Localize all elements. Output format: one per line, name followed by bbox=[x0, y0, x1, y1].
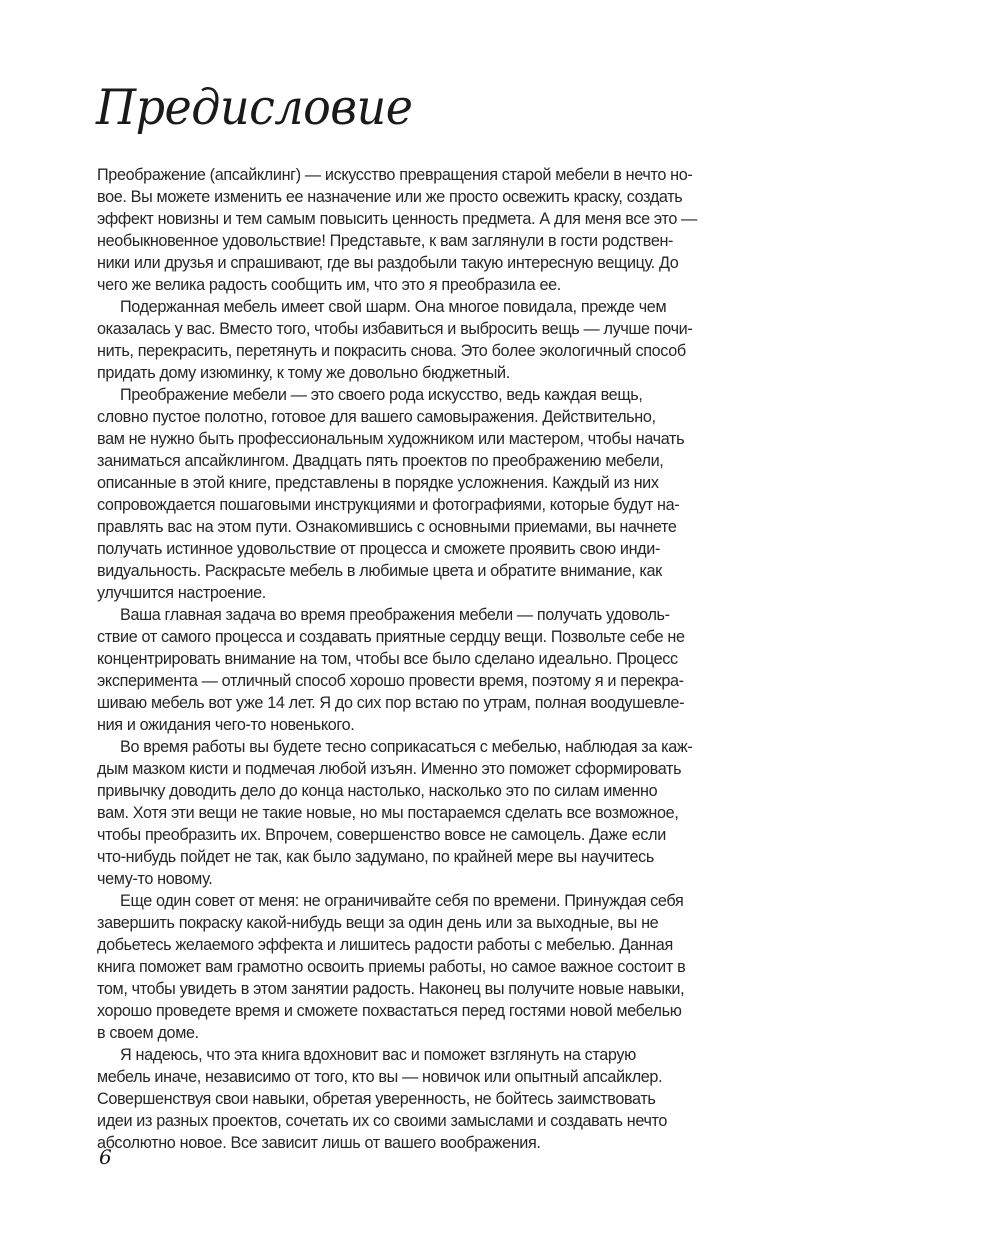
text-line: эксперимента — отличный способ хорошо провести время, поэтому я и перекра- bbox=[97, 672, 684, 690]
text-line: привычку доводить дело до конца настолько, насколько это по силам именно bbox=[97, 782, 658, 800]
text-line: что-нибудь пойдет не так, как было задумано, по крайней мере вы научитесь bbox=[97, 848, 654, 866]
text-line: придать дому изюминку, к тому же довольно бюджетный. bbox=[97, 364, 510, 382]
text-line: дым мазком кисти и подмечая любой изъян. Именно это поможет сформировать bbox=[97, 760, 682, 778]
body-text bbox=[97, 164, 737, 1154]
text-line: шиваю мебель вот уже 14 лет. Я до сих пор встаю по утрам, полная воодушевле- bbox=[97, 694, 685, 712]
text-line: Преображение (апсайклинг) — искусство превращения старой мебели в нечто но- bbox=[97, 166, 693, 184]
text-line: чего же велика радость сообщить им, что это я преобразила ее. bbox=[97, 276, 561, 294]
text-line: Я надеюсь, что эта книга вдохновит вас и поможет взглянуть на старую bbox=[120, 1046, 636, 1064]
text-line: сопровождается пошаговыми инструкциями и фотографиями, которые будут на- bbox=[97, 496, 680, 514]
paragraph bbox=[97, 736, 737, 890]
text-line: словно пустое полотно, готовое для вашего самовыражения. Действительно, bbox=[97, 408, 656, 426]
page-number: 6 bbox=[99, 1145, 112, 1169]
text-line: нить, перекрасить, перетянуть и покрасить снова. Это более экологичный способ bbox=[97, 342, 686, 360]
text-line: Совершенствуя свои навыки, обретая уверенность, не бойтесь заимствовать bbox=[97, 1090, 656, 1108]
text-line: вам не нужно быть профессиональным художником или мастером, чтобы начать bbox=[97, 430, 685, 448]
text-line: описанные в этой книге, представлены в порядке усложнения. Каждый из них bbox=[97, 474, 659, 492]
text-line: заниматься апсайклингом. Двадцать пять проектов по преображению мебели, bbox=[97, 452, 664, 470]
text-line: ствие от самого процесса и создавать приятные сердцу вещи. Позвольте себе не bbox=[97, 628, 685, 646]
paragraph bbox=[97, 604, 737, 736]
text-line: необыкновенное удовольствие! Представьте, к вам заглянули в гости родствен- bbox=[97, 232, 674, 250]
paragraph bbox=[97, 1044, 737, 1154]
text-line: вое. Вы можете изменить ее назначение или же просто освежить краску, создать bbox=[97, 188, 683, 206]
text-line: в своем доме. bbox=[97, 1024, 199, 1042]
paragraph bbox=[97, 164, 737, 296]
text-line: ники или друзья и спрашивают, где вы раздобыли такую интересную вещицу. До bbox=[97, 254, 679, 272]
text-line: концентрировать внимание на том, чтобы все было сделано идеально. Процесс bbox=[97, 650, 678, 668]
text-line: Во время работы вы будете тесно соприкасаться с мебелью, наблюдая за каж- bbox=[120, 738, 693, 756]
paragraph bbox=[97, 890, 737, 1044]
text-line: получать истинное удовольствие от процесса и сможете проявить свою инди- bbox=[97, 540, 661, 558]
text-line: чтобы преобразить их. Впрочем, совершенство вовсе не самоцель. Даже если bbox=[97, 826, 666, 844]
text-line: книга поможет вам грамотно освоить приемы работы, но самое важное состоит в bbox=[97, 958, 686, 976]
text-line: Еще один совет от меня: не ограничивайте себя по времени. Принуждая себя bbox=[120, 892, 684, 910]
text-line: добьетесь желаемого эффекта и лишитесь радости работы с мебелью. Данная bbox=[97, 936, 673, 954]
text-line: том, чтобы увидеть в этом занятии радость. Наконец вы получите новые навыки, bbox=[97, 980, 685, 998]
page-title: Предисловие bbox=[96, 78, 413, 136]
paragraph bbox=[97, 384, 737, 604]
text-line: видуальность. Раскрасьте мебель в любимые цвета и обратите внимание, как bbox=[97, 562, 662, 580]
text-line: мебель иначе, независимо от того, кто вы — новичок или опытный апсайклер. bbox=[97, 1068, 663, 1086]
text-line: ния и ожидания чего-то новенького. bbox=[97, 716, 355, 734]
text-line: правлять вас на этом пути. Ознакомившись с основными приемами, вы начнете bbox=[97, 518, 677, 536]
text-line: Преображение мебели — это своего рода искусство, ведь каждая вещь, bbox=[120, 386, 643, 404]
text-line: хорошо проведете время и сможете похвастаться перед гостями новой мебелью bbox=[97, 1002, 682, 1020]
text-line: Подержанная мебель имеет свой шарм. Она многое повидала, прежде чем bbox=[120, 298, 667, 316]
text-line: вам. Хотя эти вещи не такие новые, но мы постараемся сделать все возможное, bbox=[97, 804, 679, 822]
text-line: идеи из разных проектов, сочетать их со своими замыслами и создавать нечто bbox=[97, 1112, 668, 1130]
text-line: чему-то новому. bbox=[97, 870, 213, 888]
text-line: улучшится настроение. bbox=[97, 584, 266, 602]
text-line: завершить покраску какой-нибудь вещи за один день или за выходные, вы не bbox=[97, 914, 659, 932]
text-line: Ваша главная задача во время преображения мебели — получать удоволь- bbox=[120, 606, 670, 624]
paragraph bbox=[97, 296, 737, 384]
text-line: оказалась у вас. Вместо того, чтобы избавиться и выбросить вещь — лучше почи- bbox=[97, 320, 693, 338]
text-line: абсолютно новое. Все зависит лишь от вашего воображения. bbox=[97, 1134, 541, 1152]
text-line: эффект новизны и тем самым повысить ценность предмета. А для меня все это — bbox=[97, 210, 697, 228]
